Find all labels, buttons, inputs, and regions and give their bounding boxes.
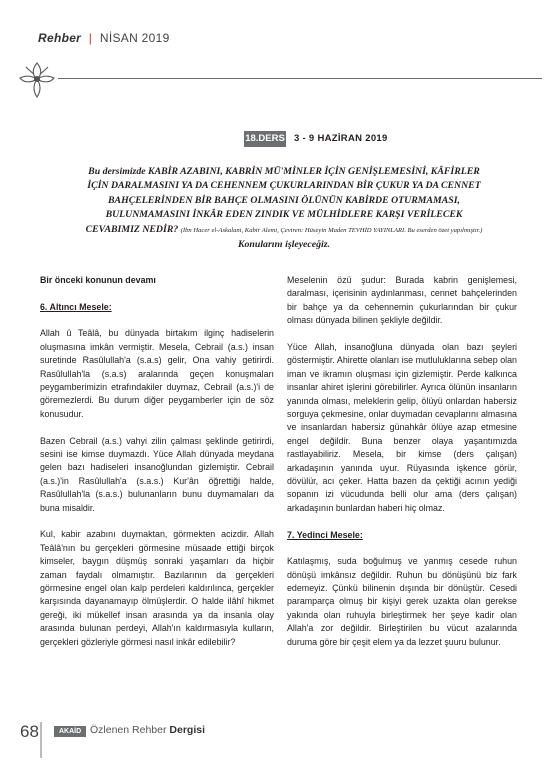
- body-paragraph: Yüce Allah, insanoğluna dünyada olan bazı şeyleri göstermiştir. Ahirette olanları ise mutluluklarına sebep olan iman ve ikramın oluşması için gizlemiştir. Perde kalkınca insanlar ahiret işlerini görebilirler. Ayrıca ölünün insanların yanında olması, meleklerin gelip, ölüyü onlardan habersiz sorguya çekmesine, onlar duymadan cevaplarını almasına ve insanlardan habersiz günahkâr ölüye azap etmesine engel değildir. Buna benzer olaya yaşantımızda rastlayabiliriz. Mesela, bir kimse (ders çalışan) arkadaşının yanında uyur. Rüyasında işkence görür, dövülür, acı çeker. Hatta bazen da çektiği acının yediği sopanın izi vücudunda belli olur ama (ders çalışan) arkadaşının bunlardan haberi hiç olmaz.: [287, 341, 517, 513]
- page-header: [38, 31, 170, 45]
- continuation-note: Bir önceki konunun devamı: [40, 275, 156, 285]
- body-paragraph: Kul, kabir azabını duymaktan, görmekten acizdir. Allah Teâlâ'nın bu gerçekleri görmesine müsaade ettiği birçok kimseler, baygın düşmüş sonraki yaşamları da hiçbir zaman faydalı olmamıştır. Bazılarının da gerçekleri görmesine engel olan kalp perdeleri kaldırılınca, gerçekler karşısında dayanamayıp ölmüşlerdir. O halde ilâhî hikmet gereği, iki mükellef insan arasında ya da insanla olay arasında bulunan perdeyi, Allah'ın kaldırmasıyla kulların, gerçekleri gözleriyle görmesi nasıl inkâr edilebilir?: [40, 529, 274, 647]
- magazine-title: [90, 724, 205, 736]
- body-paragraph: Katılaşmış, suda boğulmuş ve yanmış cesede ruhun dönüşü imkânsız değildir. Ruhun bu dönüşünü biz fark edemeyiz. Çünkü bilinenin dışında bir dönüştür. Cesedi paramparça olmuş bir kişiyi gerek uzakta olan gerekse yakında olan ruhuyla birleştirmek her şeye kadir olan Allah'a zor değildir. Birleştirilen bu vücut azalarında duruma göre bir çeşit elem ya da lezzet şuuru bulunur.: [287, 556, 517, 647]
- intro-paragraph: [78, 165, 490, 252]
- right-column: [287, 274, 517, 662]
- page-number: 68: [20, 722, 39, 741]
- section-heading-6: 6. Altıncı Mesele:: [40, 301, 112, 312]
- section-heading-7: 7. Yedinci Mesele:: [287, 529, 363, 540]
- corner-ornament-icon: [12, 55, 62, 105]
- lesson-date: 3 - 9 HAZİRAN 2019: [294, 133, 388, 144]
- intro-main-text: Bu dersimizde KABİR AZABINI, KABRİN MÜ'MİNLER İÇİN GENİŞLEMESİNİ, KÂFİRLER İÇİN DARALMASINI YA DA CEHENNEM ÇUKURLARINDAN BİR ÇUKUR YA DA CENNET BAHÇELERİNDEN BİR BAHÇE OLMASINI ÖLÜNÜN KABİRDE OTURMAMASI, BULUNMAMASINI İNKÂR EDEN ZINDIK VE MÜLHİDLERE KARŞI VERİLECEK CEVABIMIZ NEDİR?: [85, 166, 481, 235]
- magazine-title-bold: Dergisi: [169, 724, 205, 736]
- header-rule: [58, 78, 542, 79]
- issue-date: NİSAN 2019: [99, 31, 170, 45]
- footer-divider: [40, 722, 42, 758]
- body-paragraph: Meselenin özü şudur: Burada kabrin genişlemesi, daralması, içerisinin aydınlanması, cennet bahçelerinden bir bahçe ya da cehennemin çukurlarından bir çukur olması dünyada bilinen şekliyle değildir.: [287, 275, 517, 326]
- body-paragraph: Bazen Cebrail (a.s.) vahyi zilin çalması şeklinde getirirdi, sesini ise kimse duymazdı. Yüce Allah dünyada meydana gelen bazı hadiseleri insanoğlundan gizlemiştir. Cebrail (a.s.)'in Rasûlullah'a (s.a.s.) Kur'ân öğrettiği halde, Rasûlullah'la (s.a.s.) bulunanların bunu duymamaları da buna misaldir.: [40, 435, 274, 513]
- intro-source: (İbn Hacer el-Askalani, Kabir Alemi, Çeviren: Hüseyin Maden TEVHİD YAYINLARI. Bu eserden özet yapılmıştır.): [180, 226, 483, 234]
- body-paragraph: Allah û Teâlâ, bu dünyada birtakım ilginç hadiselerin oluşmasına imkân vermiştir. Mesela, Cebrail (a.s.) insan suretinde Rasûlullah'a (s.a.s) gelir, Ona vahiy getirirdi. Rasûlullah'la (s.a.s) aralarında geçen konuşmaları peygamberimizin etrafındakiler duymaz, Cebrail (a.s.)'i de göremezlerdi. Bu durum diğer peygamberler için de söz konusudur.: [40, 328, 274, 419]
- intro-closing: Konularını işleyeceğiz.: [238, 239, 330, 251]
- section-tag: AKAİD: [54, 726, 86, 737]
- left-column: [40, 274, 274, 662]
- header-separator: |: [88, 31, 93, 45]
- magazine-title-regular: Özlenen Rehber: [90, 724, 167, 736]
- lesson-number-badge: 18.DERS: [244, 131, 286, 147]
- magazine-brand: Rehber: [38, 31, 82, 45]
